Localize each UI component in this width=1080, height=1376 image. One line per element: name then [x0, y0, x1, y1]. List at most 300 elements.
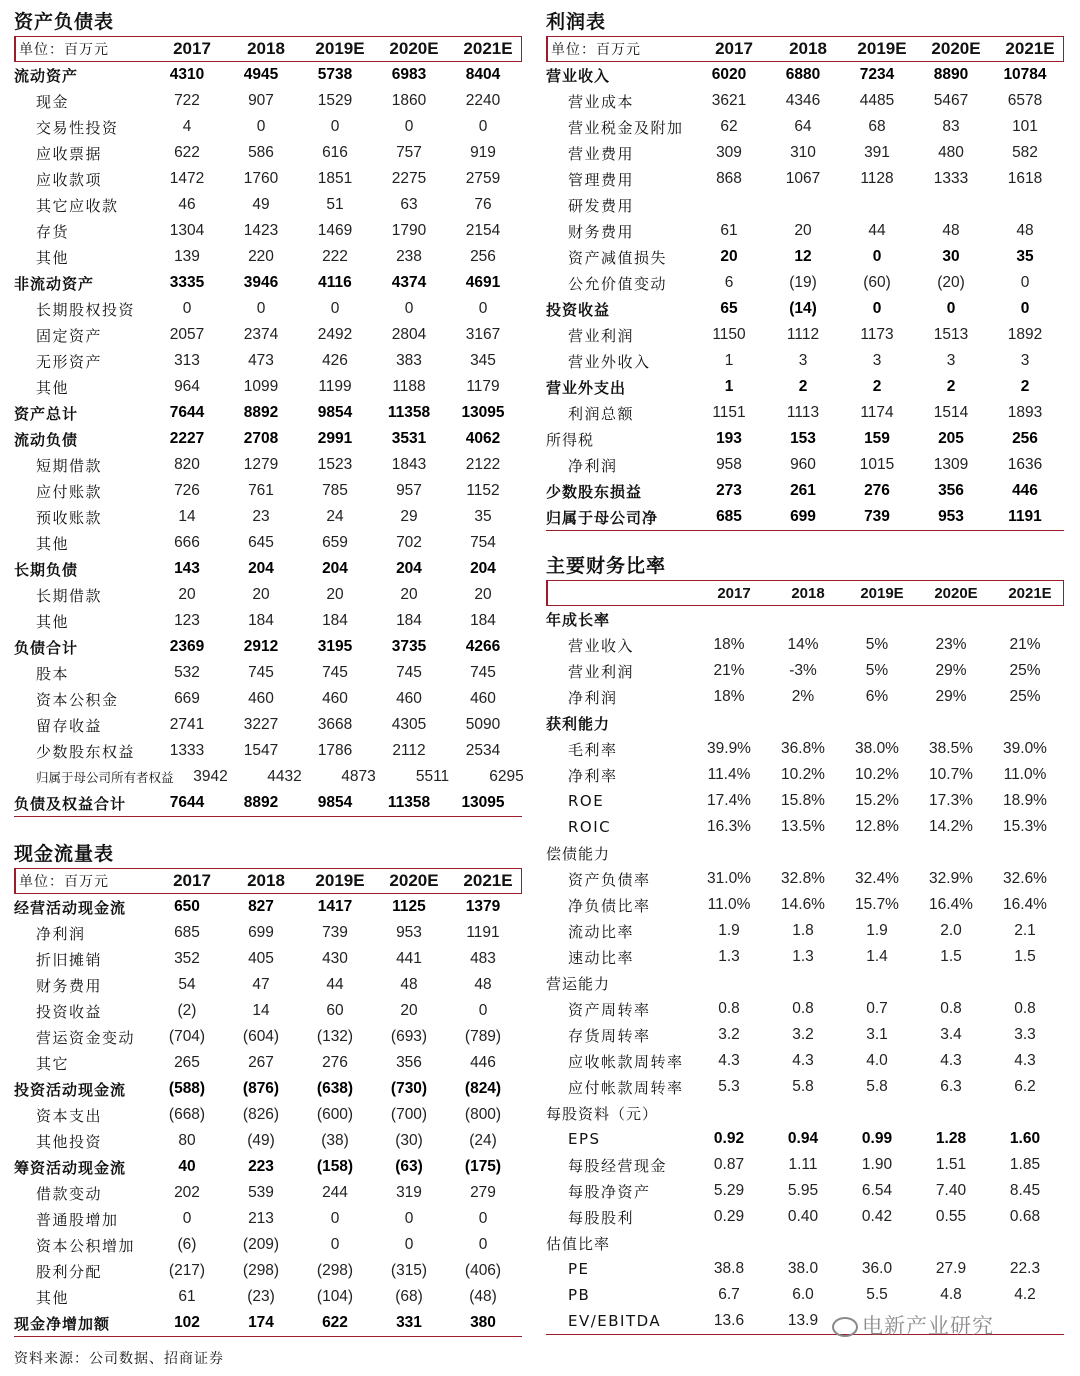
- financial-ratios-cell: 1.11: [788, 1156, 818, 1173]
- cash-flow-row: [14, 972, 522, 998]
- balance-sheet-cell: 11358: [387, 794, 431, 811]
- balance-sheet-cell: 3735: [391, 638, 427, 655]
- income-statement-year-header: 2021E: [1005, 39, 1055, 58]
- financial-ratios-row-label: 存货周转率: [568, 1026, 651, 1045]
- balance-sheet-cell: 13095: [461, 794, 505, 811]
- financial-ratios-cell: 38.5%: [929, 740, 973, 757]
- income-statement-cell: 582: [1012, 144, 1038, 161]
- income-statement-title: 利润表: [546, 11, 607, 33]
- cash-flow-cell: (68): [395, 1288, 423, 1305]
- income-statement-row-label: 营业外支出: [546, 378, 627, 397]
- balance-sheet-cell: 957: [396, 482, 422, 499]
- cash-flow-row: [14, 1102, 522, 1128]
- financial-ratios-cell: 15.8%: [781, 792, 825, 809]
- financial-ratios-cell: 21%: [713, 662, 745, 679]
- income-statement-cell: 1333: [933, 170, 969, 187]
- financial-ratios-cell: 7.40: [935, 1182, 967, 1199]
- balance-sheet-row-label: 留存收益: [36, 716, 103, 735]
- balance-sheet-cell: 184: [396, 612, 422, 629]
- income-statement-cell: 1173: [860, 326, 894, 343]
- balance-sheet-cell: 1790: [391, 222, 427, 239]
- cash-flow-cell: (824): [464, 1080, 502, 1097]
- cash-flow-cell: 213: [248, 1210, 274, 1227]
- financial-ratios-panel: [546, 552, 1064, 1335]
- balance-sheet-cell: 63: [400, 196, 418, 213]
- income-statement-cell: 5467: [933, 92, 969, 109]
- income-statement-cell: 0: [946, 300, 956, 317]
- cash-flow-row: [14, 1128, 522, 1154]
- financial-ratios-cell: 0.87: [713, 1156, 745, 1173]
- financial-ratios-row-label: 毛利率: [568, 740, 618, 759]
- balance-sheet-row-label: 资本公积金: [36, 690, 119, 709]
- cash-flow-cell: (132): [316, 1028, 354, 1045]
- income-statement-cell: 0: [1020, 274, 1030, 291]
- cash-flow-row: [14, 1024, 522, 1050]
- income-statement-cell: 48: [942, 222, 960, 239]
- balance-sheet-cell: 345: [470, 352, 496, 369]
- cash-flow-cell: 60: [326, 1002, 344, 1019]
- income-statement-cell: 1: [724, 352, 734, 369]
- income-statement-cell: 960: [790, 456, 816, 473]
- cash-flow-row-label: 折旧摊销: [36, 950, 103, 969]
- cash-flow-row: [14, 1050, 522, 1076]
- cash-flow-cell: (298): [316, 1262, 354, 1279]
- cash-flow-cell: 827: [248, 898, 274, 915]
- balance-sheet-cell: 2122: [465, 456, 501, 473]
- cash-flow-cell: (700): [390, 1106, 428, 1123]
- income-statement-row: [546, 62, 1064, 88]
- cash-flow-row: [14, 1232, 522, 1258]
- financial-ratios-cell: 0.8: [718, 1000, 740, 1017]
- cash-flow-row-label: 现金净增加额: [14, 1314, 111, 1333]
- financial-ratios-cell: 6.7: [718, 1286, 740, 1303]
- income-statement-cell: 958: [716, 456, 742, 473]
- financial-ratios-cell: 5.8: [866, 1078, 888, 1095]
- balance-sheet-row-label: 负债合计: [14, 638, 79, 657]
- balance-sheet-cell: 204: [470, 560, 496, 577]
- income-statement-cell: 685: [716, 508, 742, 525]
- balance-sheet-row: [14, 62, 522, 88]
- balance-sheet-cell: 0: [182, 300, 192, 317]
- watermark: [832, 1310, 994, 1340]
- financial-ratios-row: [546, 606, 1064, 632]
- financial-ratios-year-header: 2019E: [860, 584, 904, 602]
- balance-sheet-cell: 622: [174, 144, 200, 161]
- balance-sheet-cell: 9854: [317, 404, 353, 421]
- income-statement-row: [546, 504, 1064, 530]
- income-statement-row-label: 利润总额: [568, 404, 635, 423]
- income-statement-cell: 2: [1020, 378, 1030, 395]
- financial-ratios-cell: 5.5: [866, 1286, 888, 1303]
- financial-ratios-row: [546, 632, 1064, 658]
- financial-ratios-row: [546, 892, 1064, 918]
- financial-ratios-cell: 29%: [935, 662, 967, 679]
- balance-sheet-cell: 4116: [318, 274, 352, 291]
- financial-ratios-year-header: 2018: [791, 584, 825, 602]
- financial-ratios-row: [546, 658, 1064, 684]
- balance-sheet-cell: 666: [174, 534, 200, 551]
- financial-ratios-row-label: EV/EBITDA: [568, 1312, 662, 1330]
- balance-sheet-cell: 1472: [169, 170, 205, 187]
- balance-sheet-row-label: 其他: [36, 612, 70, 631]
- financial-ratios-cell: 4.3: [718, 1052, 740, 1069]
- balance-sheet-cell: 3167: [465, 326, 501, 343]
- income-statement-cell: 953: [938, 508, 964, 525]
- income-statement-row: [546, 192, 1064, 218]
- income-statement-cell: (20): [937, 274, 965, 291]
- balance-sheet-cell: 49: [252, 196, 270, 213]
- balance-sheet-row: [14, 218, 522, 244]
- balance-sheet-row-label: 长期借款: [36, 586, 103, 605]
- balance-sheet-cell: 0: [478, 300, 488, 317]
- balance-sheet-cell: 726: [174, 482, 200, 499]
- balance-sheet-cell: 2492: [317, 326, 353, 343]
- cash-flow-cell: 0: [404, 1210, 414, 1227]
- balance-sheet-cell: 8892: [243, 404, 279, 421]
- income-statement-cell: 2: [798, 378, 808, 395]
- balance-sheet-cell: 460: [470, 690, 496, 707]
- financial-ratios-cell: 4.3: [1014, 1052, 1036, 1069]
- cash-flow-cell: (406): [464, 1262, 502, 1279]
- income-statement-row-label: 营业费用: [568, 144, 635, 163]
- financial-ratios-row-label: ROE: [568, 792, 605, 810]
- balance-sheet-cell: 426: [322, 352, 348, 369]
- balance-sheet-cell: 35: [474, 508, 492, 525]
- balance-sheet-cell: 1179: [466, 378, 500, 395]
- financial-ratios-cell: 5%: [865, 662, 889, 679]
- income-statement-cell: 153: [790, 430, 816, 447]
- balance-sheet-cell: 0: [330, 118, 340, 135]
- cash-flow-row-label: 借款变动: [36, 1184, 103, 1203]
- financial-ratios-cell: 1.5: [940, 948, 962, 965]
- income-statement-cell: 1513: [933, 326, 969, 343]
- balance-sheet-cell: 1860: [391, 92, 427, 109]
- income-statement-cell: 3: [872, 352, 882, 369]
- balance-sheet-header-row: [14, 36, 522, 62]
- cash-flow-cell: 48: [474, 976, 492, 993]
- financial-ratios-cell: 1.51: [935, 1156, 967, 1173]
- balance-sheet-row: [14, 400, 522, 426]
- balance-sheet-cell: 1199: [318, 378, 352, 395]
- cash-flow-row-label: 其他投资: [36, 1132, 103, 1151]
- financial-ratios-cell: 1.85: [1009, 1156, 1041, 1173]
- balance-sheet-row-label: 少数股东权益: [36, 742, 136, 761]
- financial-ratios-cell: 0.99: [861, 1130, 893, 1147]
- balance-sheet-cell: 204: [322, 560, 348, 577]
- financial-ratios-row: [546, 1256, 1064, 1282]
- income-statement-cell: 20: [720, 248, 738, 265]
- cash-flow-cell: (217): [168, 1262, 206, 1279]
- financial-ratios-cell: 4.8: [940, 1286, 962, 1303]
- balance-sheet-cell: 313: [174, 352, 200, 369]
- balance-sheet-cell: 4062: [465, 430, 501, 447]
- income-statement-cell: 6020: [711, 66, 747, 83]
- financial-ratios-cell: 23%: [935, 636, 967, 653]
- balance-sheet-row-label: 流动资产: [14, 66, 79, 85]
- balance-sheet-cell: 256: [470, 248, 496, 265]
- cash-flow-row-label: 财务费用: [36, 976, 103, 995]
- cash-flow-cell: 331: [396, 1314, 422, 1331]
- cash-flow-cell: 174: [248, 1314, 274, 1331]
- financial-ratios-cell: 0.7: [866, 1000, 888, 1017]
- financial-ratios-cell: 32.8%: [781, 870, 825, 887]
- income-statement-year-header: 2019E: [857, 39, 907, 58]
- balance-sheet-cell: 8404: [465, 66, 501, 83]
- financial-ratios-row-label: 偿债能力: [546, 844, 611, 863]
- cash-flow-row-label: 经营活动现金流: [14, 898, 127, 917]
- cash-flow-cell: 685: [174, 924, 200, 941]
- balance-sheet-cell: 2240: [465, 92, 501, 109]
- cash-flow-cell: 446: [470, 1054, 496, 1071]
- balance-sheet-row-label: 非流动资产: [14, 274, 95, 293]
- balance-sheet-row: [14, 790, 522, 816]
- balance-sheet-row-label: 长期股权投资: [36, 300, 136, 319]
- balance-sheet-cell: 745: [470, 664, 496, 681]
- balance-sheet-cell: 907: [248, 92, 274, 109]
- cash-flow-cell: 441: [396, 950, 422, 967]
- cash-flow-cell: (104): [316, 1288, 354, 1305]
- balance-sheet-cell: 383: [396, 352, 422, 369]
- income-statement-row: [546, 374, 1064, 400]
- balance-sheet-row-label: 应收票据: [36, 144, 103, 163]
- income-statement-cell: 276: [864, 482, 890, 499]
- financial-ratios-cell: 16.3%: [707, 818, 751, 835]
- cash-flow-cell: 319: [396, 1184, 422, 1201]
- income-statement-cell: 391: [864, 144, 890, 161]
- balance-sheet-cell: 3227: [243, 716, 279, 733]
- financial-ratios-cell: 1.60: [1009, 1130, 1041, 1147]
- income-statement-row: [546, 296, 1064, 322]
- cash-flow-cell: (158): [316, 1158, 354, 1175]
- balance-sheet-cell: 8892: [243, 794, 279, 811]
- income-statement-cell: 3: [1020, 352, 1030, 369]
- income-statement-row-label: 营业外收入: [568, 352, 651, 371]
- income-statement-cell: 6880: [785, 66, 821, 83]
- balance-sheet-cell: 0: [404, 300, 414, 317]
- financial-ratios-row-label: 估值比率: [546, 1234, 611, 1253]
- balance-sheet-cell: 204: [248, 560, 274, 577]
- balance-sheet-cell: 14: [178, 508, 196, 525]
- cash-flow-cell: (604): [242, 1028, 280, 1045]
- income-statement-cell: 193: [716, 430, 742, 447]
- balance-sheet-cell: 1423: [243, 222, 279, 239]
- cash-flow-row-label: 筹资活动现金流: [14, 1158, 127, 1177]
- financial-ratios-row-label: 速动比率: [568, 948, 635, 967]
- cash-flow-cell: 265: [174, 1054, 200, 1071]
- cash-flow-row: [14, 1154, 522, 1180]
- financial-ratios-cell: 0.8: [792, 1000, 814, 1017]
- balance-sheet-cell: 20: [252, 586, 270, 603]
- cash-flow-cell: 1125: [392, 898, 426, 915]
- income-statement-cell: 1191: [1008, 508, 1042, 525]
- cash-flow-cell: 54: [178, 976, 196, 993]
- balance-sheet-cell: 820: [174, 456, 200, 473]
- balance-sheet-cell: 761: [248, 482, 274, 499]
- balance-sheet-cell: 9854: [317, 794, 353, 811]
- financial-ratios-row: [546, 866, 1064, 892]
- financial-ratios-cell: 11.0%: [1003, 766, 1047, 783]
- balance-sheet-cell: 785: [322, 482, 348, 499]
- financial-ratios-row-label: 营业利润: [568, 662, 635, 681]
- income-statement-row-label: 营业收入: [546, 66, 611, 85]
- balance-sheet-cell: 659: [322, 534, 348, 551]
- financial-ratios-cell: 0.40: [787, 1208, 819, 1225]
- balance-sheet-row-label: 其他: [36, 248, 70, 267]
- financial-ratios-cell: 6.54: [861, 1182, 893, 1199]
- cash-flow-row: [14, 946, 522, 972]
- income-statement-cell: 4485: [859, 92, 895, 109]
- financial-ratios-row: [546, 684, 1064, 710]
- income-statement-cell: 48: [1016, 222, 1034, 239]
- cash-flow-cell: 1417: [317, 898, 353, 915]
- balance-sheet-row-label: 其他: [36, 378, 70, 397]
- balance-sheet-cell: 754: [470, 534, 496, 551]
- income-statement-row-label: 管理费用: [568, 170, 635, 189]
- balance-sheet-row-label: 交易性投资: [36, 118, 119, 137]
- financial-ratios-cell: 6.0: [792, 1286, 814, 1303]
- balance-sheet-cell: 2708: [243, 430, 279, 447]
- balance-sheet-row-label: 短期借款: [36, 456, 103, 475]
- balance-sheet-cell: 1188: [392, 378, 426, 395]
- income-statement-cell: 0: [872, 300, 882, 317]
- balance-sheet-cell: 757: [396, 144, 422, 161]
- financial-ratios-cell: 0.55: [935, 1208, 967, 1225]
- balance-sheet-row-label: 股本: [36, 664, 70, 683]
- cash-flow-unit-label: 单位：百万元: [19, 874, 109, 890]
- income-statement-row-label: 营业利润: [568, 326, 635, 345]
- income-statement-row: [546, 218, 1064, 244]
- financial-ratios-row: [546, 1230, 1064, 1256]
- cash-flow-cell: (638): [316, 1080, 354, 1097]
- balance-sheet-cell: 2227: [169, 430, 205, 447]
- cash-flow-cell: (49): [247, 1132, 275, 1149]
- cash-flow-row: [14, 1206, 522, 1232]
- balance-sheet-row-label: 无形资产: [36, 352, 103, 371]
- income-statement-cell: 446: [1012, 482, 1038, 499]
- cash-flow-year-header: 2018: [247, 871, 285, 890]
- cash-flow-cell: 244: [322, 1184, 348, 1201]
- financial-ratios-cell: 39.9%: [707, 740, 751, 757]
- income-statement-row: [546, 114, 1064, 140]
- financial-ratios-cell: 38.0: [787, 1260, 819, 1277]
- financial-ratios-cell: 15.7%: [855, 896, 899, 913]
- financial-ratios-cell: 2%: [791, 688, 815, 705]
- financial-ratios-cell: 15.3%: [1003, 818, 1047, 835]
- financial-ratios-cell: 0.92: [713, 1130, 745, 1147]
- income-statement-panel: [546, 8, 1064, 531]
- balance-sheet-unit-label: 单位：百万元: [19, 42, 109, 58]
- financial-ratios-row: [546, 970, 1064, 996]
- financial-ratios-cell: 6.2: [1014, 1078, 1036, 1095]
- balance-sheet-row: [14, 608, 522, 634]
- balance-sheet-cell: 184: [470, 612, 496, 629]
- financial-ratios-cell: 1.4: [866, 948, 888, 965]
- financial-ratios-cell: 1.9: [718, 922, 740, 939]
- financial-ratios-row: [546, 1048, 1064, 1074]
- balance-sheet-row: [14, 478, 522, 504]
- cash-flow-cell: (175): [464, 1158, 502, 1175]
- balance-sheet-cell: 51: [326, 196, 344, 213]
- balance-sheet-title: 资产负债表: [14, 11, 115, 33]
- financial-ratios-cell: 32.6%: [1003, 870, 1047, 887]
- cash-flow-cell: 405: [248, 950, 274, 967]
- balance-sheet-cell: 123: [174, 612, 200, 629]
- cash-flow-cell: (826): [242, 1106, 280, 1123]
- income-statement-cell: 739: [864, 508, 890, 525]
- income-statement-year-header: 2017: [715, 39, 753, 58]
- financial-ratios-cell: 18%: [713, 688, 745, 705]
- cash-flow-cell: (668): [168, 1106, 206, 1123]
- financial-ratios-row-label: 每股股利: [568, 1208, 635, 1227]
- financial-ratios-cell: 5.95: [787, 1182, 819, 1199]
- balance-sheet-row: [14, 452, 522, 478]
- balance-sheet-row: [14, 166, 522, 192]
- cash-flow-cell: 622: [322, 1314, 348, 1331]
- cash-flow-cell: 267: [248, 1054, 274, 1071]
- income-statement-cell: 273: [716, 482, 742, 499]
- cash-flow-row-label: 营运资金变动: [36, 1028, 136, 1047]
- financial-ratios-cell: 16.4%: [929, 896, 973, 913]
- cash-flow-cell: 44: [326, 976, 344, 993]
- balance-sheet-cell: 1843: [391, 456, 427, 473]
- financial-ratios-year-header: 2021E: [1008, 584, 1052, 602]
- balance-sheet-cell: 645: [248, 534, 274, 551]
- balance-sheet-cell: 24: [326, 508, 344, 525]
- cash-flow-cell: 102: [174, 1314, 200, 1331]
- balance-sheet-year-header: 2018: [247, 39, 285, 58]
- cash-flow-row: [14, 894, 522, 920]
- income-statement-cell: 0: [872, 248, 882, 265]
- financial-ratios-year-header: 2017: [717, 584, 751, 602]
- cash-flow-cell: 14: [252, 1002, 270, 1019]
- cash-flow-cell: 483: [470, 950, 496, 967]
- balance-sheet-row-label: 预收账款: [36, 508, 103, 527]
- cash-flow-row-label: 净利润: [36, 924, 86, 943]
- balance-sheet-cell: 1786: [317, 742, 353, 759]
- income-statement-cell: 309: [716, 144, 742, 161]
- financial-ratios-cell: 32.4%: [855, 870, 899, 887]
- cash-flow-cell: 48: [400, 976, 418, 993]
- balance-sheet-cell: 460: [322, 690, 348, 707]
- financial-ratios-row-label: 年成长率: [546, 610, 611, 629]
- balance-sheet-cell: 745: [248, 664, 274, 681]
- cash-flow-row-label: 其他: [36, 1288, 70, 1307]
- cash-flow-cell: 276: [322, 1054, 348, 1071]
- income-statement-row-label: 少数股东损益: [546, 482, 643, 501]
- income-statement-cell: 30: [942, 248, 960, 265]
- income-statement-row-label: 投资收益: [546, 300, 611, 319]
- balance-sheet-cell: 2759: [465, 170, 501, 187]
- balance-sheet-cell: 2154: [465, 222, 501, 239]
- balance-sheet-row-label: 长期负债: [14, 560, 79, 579]
- financial-ratios-row-label: 流动比率: [568, 922, 635, 941]
- income-statement-cell: 1128: [860, 170, 894, 187]
- income-statement-cell: 480: [938, 144, 964, 161]
- financial-ratios-row-label: 营运能力: [546, 974, 611, 993]
- cash-flow-row: [14, 1284, 522, 1310]
- cash-flow-row: [14, 920, 522, 946]
- income-statement-cell: 699: [790, 508, 816, 525]
- financial-ratios-cell: 38.0%: [855, 740, 899, 757]
- balance-sheet-cell: 2534: [465, 742, 501, 759]
- income-statement-cell: 261: [790, 482, 816, 499]
- cash-flow-cell: (693): [390, 1028, 428, 1045]
- financial-ratios-cell: 0.42: [861, 1208, 893, 1225]
- financial-ratios-cell: 5%: [865, 636, 889, 653]
- financial-ratios-cell: 5.29: [713, 1182, 745, 1199]
- financial-ratios-cell: 32.9%: [929, 870, 973, 887]
- financial-ratios-cell: 2.1: [1014, 922, 1036, 939]
